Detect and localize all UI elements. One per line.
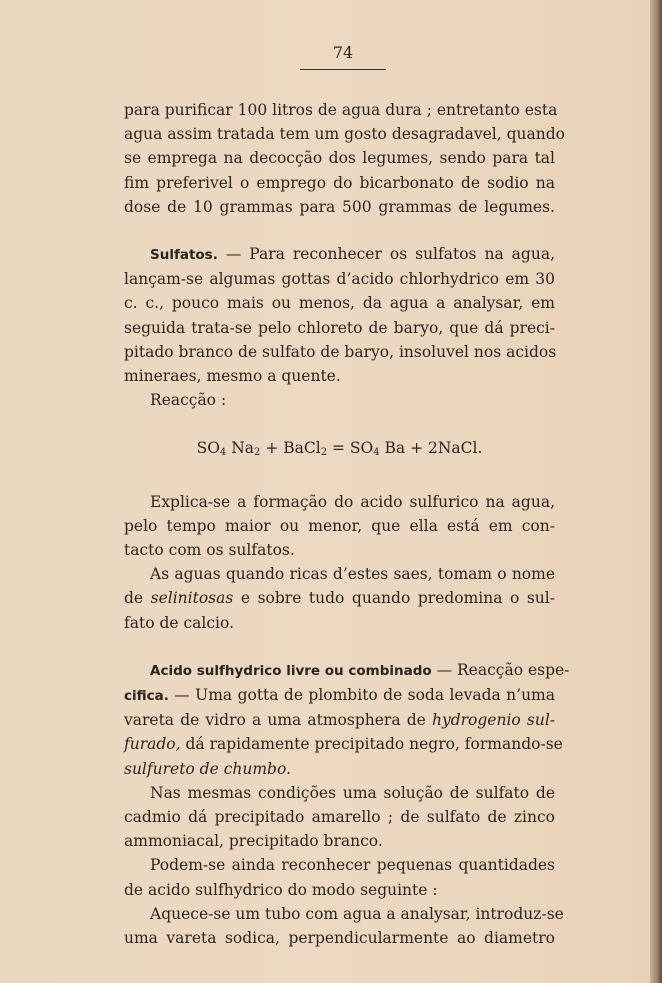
text-span: dá rapidamente precipitado negro, formando-se [180,735,563,754]
text-span: — Para reconhecer os sulfatos na agua, [217,245,555,264]
formula-part: = SO [327,439,374,458]
text-line: Explica-se a formação do acido sulfurico na agua, [150,492,555,511]
formula-subscript: 2 [320,447,328,459]
formula-subscript: 4 [219,447,227,459]
text-line: c. c., pouco mais ou menos, da agua a analysar, em [124,294,555,313]
text-line: dose de 10 grammas para 500 grammas de legumes. [124,197,555,216]
section-heading-acido: Acido sulfhydrico livre ou combinado [150,662,432,679]
italic-term: hydrogenio sul- [431,711,556,730]
text-span: e sobre tudo quando predomina o sul- [233,589,555,608]
page-body [124,98,570,950]
text-line: lançam-se algumas gottas d’acido chlorhydrico em 30 [124,270,555,289]
text-line: ammoniacal, precipitado branco. [124,832,383,851]
section-heading-sulfatos: Sulfatos. [150,247,218,264]
text-line: Podem-se ainda reconhecer pequenas quantidades [150,856,555,875]
text-line: pitado branco de sulfato de baryo, insoluvel nos acidos [124,342,557,361]
paragraph-gap [124,412,555,436]
formula-part: Ba + 2NaCl. [379,439,483,458]
text-line: tacto com os sulfatos. [124,541,295,560]
paragraph-gap [124,219,555,242]
text-line: Aquece-se um tubo com agua a analysar, introduz-se [150,904,564,923]
text-line: fim preferivel o emprego do bicarbonato de sodio na [124,173,555,192]
formula-part: Na [226,439,255,458]
paragraph-gap [124,635,555,658]
text-line: As aguas quando ricas d’estes saes, tomam o nome [150,565,555,584]
text-span: — Uma gotta de plombito de soda levada n’uma [168,686,555,705]
formula-part: SO [196,439,220,458]
page-edge [650,0,662,983]
text-line: se emprega na decocção dos legumes, sendo para tal [124,149,555,168]
formula-subscript: 4 [373,447,380,459]
text-line [124,708,555,732]
acido-first-line [124,658,570,683]
text-line: Nas mesmas condições uma solução de sulfato de [150,783,555,802]
text-span: vareta de vidro a uma atmosphera de [124,711,432,730]
sulfatos-first-line [124,242,555,267]
text-line: de acido sulfhydrico do modo seguinte : [124,880,438,899]
text-line: seguida trata-se pelo chloreto de baryo, que dá preci- [124,318,555,337]
section-heading-acido-cont: cifica. [124,688,169,705]
text-span: de [124,589,151,608]
text-line: agua assim tratada tem um gosto desagradavel, quando [124,125,565,144]
text-line: para purificar 100 litros de agua dura ; entretanto esta [124,101,558,119]
text-span: — Reacção espe- [431,660,570,679]
text-line [124,732,563,756]
formula-subscript: 2 [254,447,261,459]
reaccao-label: Reacção : [150,391,227,410]
text-line: mineraes, mesmo a quente. [124,367,341,386]
text-line [124,586,555,610]
chemical-formula [124,436,555,465]
italic-term: furado, [124,735,181,754]
formula-part: + BaCl [260,439,321,458]
paragraph-gap [124,466,555,490]
text-line [124,683,555,708]
text-line: fato de calcio. [124,613,234,632]
header-rule [300,69,386,70]
text-line: uma vareta sodica, perpendicularmente ao diametro [124,929,555,948]
italic-term: sulfureto de chumbo. [124,759,291,778]
text-line: pelo tempo maior ou menor, que ella está em con- [124,516,555,535]
page-number: 74 [332,43,354,62]
text-line: cadmio dá precipitado amarello ; de sulfato de zinco [124,808,555,827]
italic-term: selinitosas [150,589,234,608]
text-line [124,757,555,781]
